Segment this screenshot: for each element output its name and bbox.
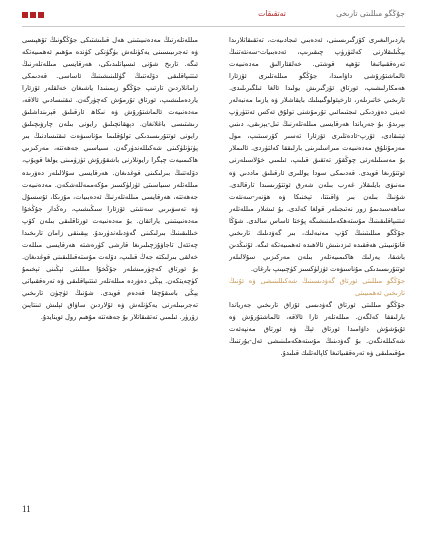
paragraph: مىللەتلەرنىڭ مەدەنىيىتىنى ھەل قىلىشتىكى جۇڭگونىڭ تۆھپىسى ۋە تەجرىبىسىنى يەكۈنلەش بۈگۈنكى كۈندە مۇھىم ئەھمىيەتكە ئىگە. تارىخ شۇنى ئىسپاتلىدىكى، ھەرقايسى مىللەتلەرنىڭ ئىتتىپاقلىقى دۆلەتنىڭ گۈللىنىشىنىڭ ئاساسى. قەدىمكى زامانلاردىن تارتىپ جۇڭگو زېمىنىدا ياشىغان خەلقلەر ئۆزئارا ياردەملىشىپ، ئورتاق تۇرمۇش كەچۈرگەن. ئىقتىسادىي ئالاقە، مەدەنىيەت ئالماشتۇرۇش ۋە نىكاھ ئارقىلىق قېرىنداشلىق رىشتىسى باغلانغان. دېھقانچىلىق رايونى بىلەن چارۋىچىلىق رايونى ئوتتۇرىسىدىكى تولۇقلىما مۇناسىۋەت ئىقتىسادنىڭ بىر پۈتۈنلۈكىنى شەكىللەندۈرگەن. سىياسىي جەھەتتە، مەركىزىي ھاكىمىيەت چېگرا رايونلارنى باشقۇرۇش تۈزۈمىنى يولغا قويۇپ، دۆلەتنىڭ بىرلىكىنى قوغدىغان. ھەرقايسى سۇلالىلەر دەۋرىدە مىللەتلەر سىياسىتى ئۈزلۈكسىز مۇكەممەللەشكەن. مەدەنىيەت جەھەتتە، ھەرقايسى مىللەتلەرنىڭ ئەدەبىيات، مۇزىكا، ئۇسسۇل ۋە تەسۋىرىي سەنئىتى ئۆزئارا سىڭىشىپ، رەڭدار جۇڭخۇا مەدەنىيىتىنى ياراتقان. بۇ مەدەنىيەت ئورتاقلىقى بىلەن كۆپ خىللىقىنىڭ بىرلىكىنى گەۋدىلەندۈرىدۇ. يېقىنقى زامان تارىخىدا چەتئەل تاجاۋۇزچىلىرىغا قارشى كۈرەشتە ھەرقايسى مىللەت خەلقى بىرلىكتە جەڭ قىلىپ، دۆلەت مۇستەقىللىقىنى قوغدىغان. بۇ ئورتاق كەچۈرمىشلەر جۇڭخۇا مىللىتى ئېڭىنى تېخىمۇ كۈچەيتكەن. يېڭى دەۋردە مىللەتلەر ئىتتىپاقلىقى ۋە تەرەققىياتى يېڭى باسقۇچقا قەدەم قويدى. شۇنىڭ ئۈچۈن تارىخىي تەجرىبىلەرنى يەكۈنلەش ۋە ئۇلاردىن ساۋاق ئېلىش ئىنتايىن زۆرۈر. ئىلمىي تەتقىقاتلار بۇ جەھەتتە مۇھىم رول ئوينايدۇ. (22, 36, 198, 322)
header-brand: تەتقىقات (258, 9, 286, 18)
header-chapter-title: جۇڭگو مىللىتى تارىخى (336, 9, 405, 18)
ornament-square-icon (30, 12, 36, 18)
header-ornament (22, 12, 44, 18)
ornament-square-icon (22, 12, 28, 18)
paragraph: ياردىرالىغىرى كۆزگىرىسىنى، ئەدەبىي ئىجادىيەت، تەتقىقاتلارىدا يېڭىلىقلارنى كەلتۈرۈپ چىقىرىپ، ئەدەبىيات-سەنئەتنىڭ تەرەققىياتىغا تۆھپە قوشتى. خەلقئارالىق مەدەنىيەت ئالماشتۇرۇشى داۋامىدا، جۇڭگو مىللەتلىرى ئۆزئارا ھەمكارلىشىپ، ئورتاق ئۆزگىرىش يولىدا ئالغا ئىلگىرىلىدى. تارىخىي خاتىرىلەر، ئارخېئولوگىيىلىك بايقاشلار ۋە يازما مەنبەلەر ئەينى دەۋردىكى ئىجتىمائىي تۇرمۇشنى تولۇق ئەكس ئەتتۈرۈپ بېرىدۇ. بۇ جەرياندا ھەرقايسى مىللەتلەرنىڭ تىل-يېزىقى، دىنىي ئېتىقادى، ئۆرپ-ئادەتلىرى ئۆزئارا تەسىر كۆرسىتىپ، مول مەزمۇنلۇق مەدەنىيەت مىراسلىرىنى بارلىققا كەلتۈردى. ئالىملار بۇ مەسىلىلەرنى چوڭقۇر تەتقىق قىلىپ، ئىلمىي خۇلاسىلەرنى ئوتتۇرىغا قويدى. قەدىمكى سودا يوللىرى ئارقىلىق ماددىي ۋە مەنىۋى بايلىقلار غەرب بىلەن شەرق ئوتتۇرىسىدا تارقالدى. شۇنىڭ بىلەن بىر ۋاقىتتا، تېخنىكا ۋە ھۈنەر-سەنئەت ساھەسىدىمۇ زور نەتىجىلەر قولغا كەلدى. بۇ ئىشلار مىللەتلەر ئىتتىپاقلىقىنىڭ مۇستەھكەملىنىشىگە پۇختا ئاساس سالدى. شۇڭا جۇڭگو مىللىتىنىڭ كۆپ مەنبەلىك، بىر گەۋدىلىك تارىخىي قانۇنىيىتى ھەققىدە ئىزدىنىش ئالاھىدە ئەھمىيەتكە ئىگە. ئۇنىڭدىن باشقا، يەرلىك ھاكىمىيەتلەر بىلەن مەركىزىي سۇلالىلەر ئوتتۇرىسىدىكى مۇناسىۋەت ئۈزلۈكسىز كۈچىيىپ بارغان. (229, 36, 405, 273)
running-header (22, 8, 405, 24)
text-column-left (22, 34, 198, 496)
header-divider (22, 26, 405, 27)
text-column-right (229, 34, 405, 496)
page-number: 11 (22, 504, 31, 514)
section-heading: جۇڭگو مىللىتى ئورتاق گەۋدىسىنىڭ شەكىللىنىشى ۋە ئۇنىڭ تارىخىي ئەھمىيىتى (229, 276, 405, 297)
paragraph: جۇڭگو مىللىتى ئورتاق گەۋدىسى ئۇزاق تارىخىي جەرياندا بارلىققا كەلگەن. مىللەتلەر ئارا ئالاقە، ئالماشتۇرۇش ۋە ئۇيۇشۇش داۋامىدا ئورتاق ئېڭ ۋە ئورتاق مەنپەئەت شەكىللەنگەن. بۇ گەۋدىنىڭ مۇستەھكەملىنىشى ئەل-يۇرتنىڭ مۇقىملىقى ۋە تەرەققىياتىغا كاپالەتلىك قىلىدۇ. (229, 301, 405, 358)
ornament-square-icon (38, 12, 44, 18)
